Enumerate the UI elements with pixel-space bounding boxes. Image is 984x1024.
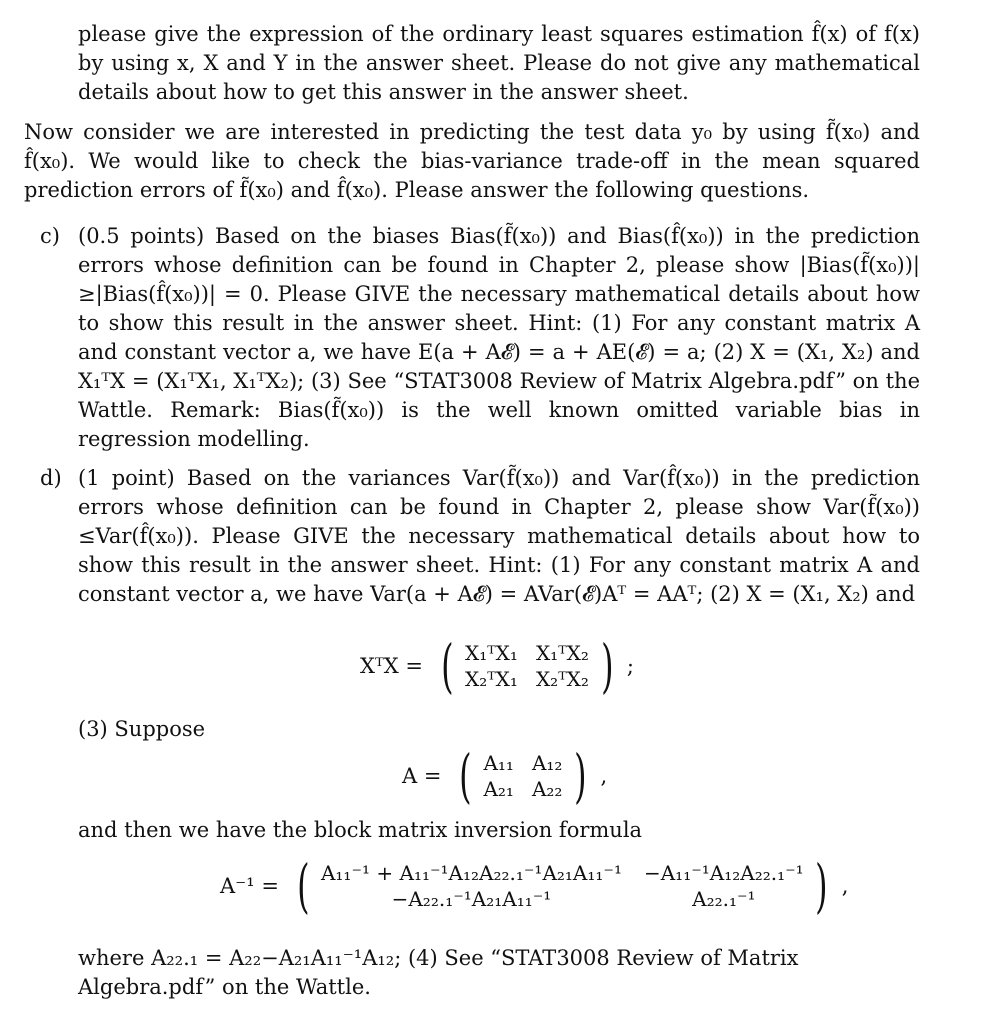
matrix-cell: X₂ᵀX₂ — [535, 667, 589, 691]
question-d — [40, 464, 920, 609]
right-paren: ) — [600, 632, 614, 700]
context-paragraph: Now consider we are interested in predicting the test data y₀ by using f̃(x₀) and f̂(x₀). We would like to check the bias-variance trade-off in the mean squared prediction errors of f̃(x₀) and f̂(x₀). Please answer the following questions. — [24, 120, 920, 202]
matrix-cell: A₂₂ — [531, 777, 563, 801]
question-c-text: (0.5 points) Based on the biases Bias(f̃(x₀)) and Bias(f̂(x₀)) in the prediction errors whose definition can be found in Chapter 2, please show |Bias(f̃(x₀))| ≥|Bias(f̂(x₀))| = 0. Please GIVE the necessary mathematical details about how to show this result in the answer sheet. Hint: (1) For any constant matrix A and constant vector a, we have E(a + A𝓔) = a + AE(𝓔) = a; (2) X = (X₁, X₂) and X₁ᵀX = (X₁ᵀX₁, X₁ᵀX₂); (3) See “STAT3008 Review of Matrix Algebra.pdf” on the Wattle. Remark: Bias(f̃(x₀)) is the well known omitted variable bias in regression modelling. — [78, 224, 920, 451]
formula-inverse-lhs: A⁻¹ = — [220, 873, 279, 898]
suppose-text: (3) Suppose — [78, 717, 206, 741]
matrix-cell: X₁ᵀX₂ — [535, 641, 589, 665]
formula-xtx — [360, 632, 634, 700]
left-paren: ( — [459, 742, 472, 810]
question-c — [40, 222, 920, 454]
intro-paragraph: please give the expression of the ordinary least squares estimation f̂(x) of f(x) by using x, X and Y in the answer sheet. Please do not give any mathematical details about how to get this answer in the answer sheet. — [78, 22, 920, 104]
formula-xtx-lhs: XᵀX = — [360, 653, 423, 678]
matrix-inverse — [321, 860, 804, 912]
matrix-cell: −A₂₂.₁⁻¹A₂₁A₁₁⁻¹ — [391, 887, 552, 911]
matrix-cell: A₂₂.₁⁻¹ — [692, 887, 756, 911]
formula-inverse — [220, 852, 849, 920]
formula-punctuation: , — [600, 763, 608, 788]
matrix-cell: X₁ᵀX₁ — [465, 641, 518, 665]
matrix-cell: −A₁₁⁻¹A₁₂A₂₂.₁⁻¹ — [643, 861, 804, 885]
matrix-a — [483, 750, 562, 802]
right-paren: ) — [574, 742, 587, 810]
tail-paragraph: where A₂₂.₁ = A₂₂−A₂₁A₁₁⁻¹A₁₂; (4) See “STAT3008 Review of Matrix Algebra.pdf” on the Wattle. — [78, 946, 799, 999]
matrix-cell: A₁₂ — [531, 751, 563, 775]
formula-a — [402, 742, 608, 810]
right-paren: ) — [815, 852, 828, 920]
matrix-cell: A₁₁⁻¹ + A₁₁⁻¹A₁₂A₂₂.₁⁻¹A₂₁A₁₁⁻¹ — [320, 861, 622, 885]
left-paren: ( — [296, 852, 310, 920]
question-c-label: c) — [40, 224, 60, 248]
left-paren: ( — [440, 632, 454, 700]
formula-punctuation: ; — [626, 653, 634, 678]
matrix-xtx — [465, 640, 589, 692]
question-d-text: (1 point) Based on the variances Var(f̃(x₀)) and Var(f̂(x₀)) in the prediction errors whose definition can be found in Chapter 2, please show Var(f̃(x₀)) ≤Var(f̂(x₀)). Please GIVE the necessary mathematical details about how to show this result in the answer sheet. Hint: (1) For any constant matrix A and constant vector a, we have Var(a + A𝓔) = AVar(𝓔)Aᵀ = AAᵀ; (2) X = (X₁, X₂) and — [78, 466, 920, 606]
matrix-cell: X₂ᵀX₁ — [465, 667, 518, 691]
then-text: and then we have the block matrix inversion formula — [78, 818, 643, 842]
question-d-label: d) — [40, 466, 62, 490]
matrix-cell: A₂₁ — [483, 777, 514, 801]
matrix-cell: A₁₁ — [483, 751, 514, 775]
formula-a-lhs: A = — [402, 763, 442, 788]
formula-punctuation: , — [841, 873, 849, 898]
